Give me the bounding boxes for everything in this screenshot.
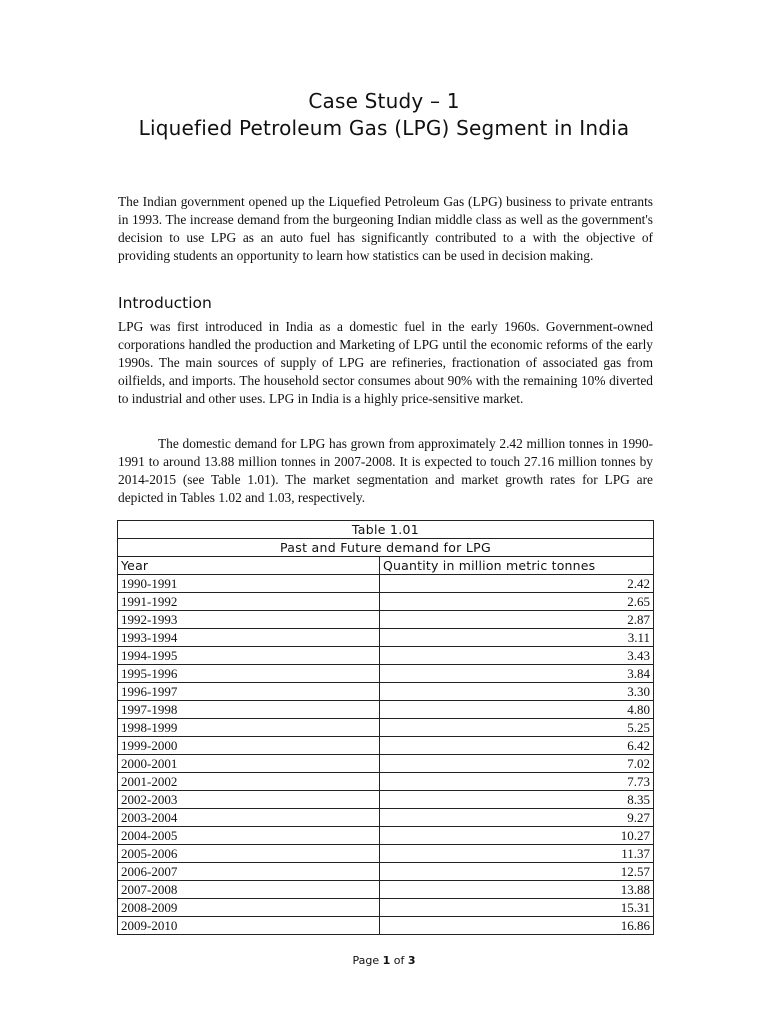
quantity-cell: 7.02 — [380, 755, 654, 773]
quantity-cell: 3.11 — [380, 629, 654, 647]
column-header-quantity: Quantity in million metric tonnes — [380, 557, 654, 575]
year-cell: 2006-2007 — [118, 863, 380, 881]
year-cell: 1994-1995 — [118, 647, 380, 665]
year-cell: 2007-2008 — [118, 881, 380, 899]
quantity-cell: 4.80 — [380, 701, 654, 719]
quantity-cell: 3.30 — [380, 683, 654, 701]
quantity-cell: 9.27 — [380, 809, 654, 827]
year-cell: 2004-2005 — [118, 827, 380, 845]
table-subtitle-row — [118, 539, 654, 557]
quantity-cell: 6.42 — [380, 737, 654, 755]
year-cell: 2009-2010 — [118, 917, 380, 935]
table-row — [118, 863, 654, 881]
year-cell: 1996-1997 — [118, 683, 380, 701]
table-row — [118, 809, 654, 827]
page-current: 1 — [382, 954, 391, 967]
document-title: Case Study – 1 — [308, 89, 460, 113]
column-header-year: Year — [118, 557, 380, 575]
table-row — [118, 737, 654, 755]
introduction-paragraph-2: The domestic demand for LPG has grown from approximately 2.42 million tonnes in 1990-1991 to around 13.88 million tonnes in 2007-2008. It is expected to touch 27.16 million tonnes by 2014-2015 (see Table 1.01). The market segmentation and market growth rates for LPG are depicted in Tables 1.02 and 1.03, respectively. — [118, 436, 653, 505]
quantity-cell: 3.84 — [380, 665, 654, 683]
quantity-cell: 5.25 — [380, 719, 654, 737]
table-header-row — [118, 557, 654, 575]
quantity-cell: 10.27 — [380, 827, 654, 845]
table-row — [118, 629, 654, 647]
quantity-cell: 13.88 — [380, 881, 654, 899]
table-row — [118, 773, 654, 791]
table-row — [118, 575, 654, 593]
page-label: Page — [352, 954, 380, 967]
quantity-cell: 16.86 — [380, 917, 654, 935]
table-row — [118, 719, 654, 737]
quantity-cell: 15.31 — [380, 899, 654, 917]
table-row — [118, 791, 654, 809]
year-cell: 1993-1994 — [118, 629, 380, 647]
introduction-paragraph-1: LPG was first introduced in India as a domestic fuel in the early 1960s. Government-owned corporations handled the production and Marketing of LPG until the economic reforms of the early 1990s. The main sources of supply of LPG are refineries, fractionation of associated gas from oilfields, and imports. The household sector consumes about 90% with the remaining 10% diverted to industrial and other uses. LPG in India is a highly price-sensitive market. — [118, 319, 653, 406]
quantity-cell: 7.73 — [380, 773, 654, 791]
year-cell: 1999-2000 — [118, 737, 380, 755]
quantity-cell: 3.43 — [380, 647, 654, 665]
page-of-label: of — [393, 954, 405, 967]
quantity-cell: 8.35 — [380, 791, 654, 809]
table-row — [118, 881, 654, 899]
quantity-cell: 2.42 — [380, 575, 654, 593]
document-subtitle: Liquefied Petroleum Gas (LPG) Segment in India — [138, 116, 630, 140]
table-row — [118, 899, 654, 917]
quantity-cell: 2.65 — [380, 593, 654, 611]
table-row — [118, 665, 654, 683]
year-cell: 2005-2006 — [118, 845, 380, 863]
year-cell: 1990-1991 — [118, 575, 380, 593]
quantity-cell: 12.57 — [380, 863, 654, 881]
table-caption-row — [118, 521, 654, 539]
table-row — [118, 845, 654, 863]
year-cell: 2002-2003 — [118, 791, 380, 809]
table-row — [118, 593, 654, 611]
table-caption: Table 1.01 — [118, 521, 654, 539]
year-cell: 1997-1998 — [118, 701, 380, 719]
intro-paragraph: The Indian government opened up the Liquefied Petroleum Gas (LPG) business to private entrants in 1993. The increase demand from the burgeoning Indian middle class as well as the government's decision to use LPG as an auto fuel has significantly contributed to a with the objective of providing students an opportunity to learn how statistics can be used in decision making. — [118, 194, 653, 263]
table-row — [118, 701, 654, 719]
table-row — [118, 755, 654, 773]
table-subtitle: Past and Future demand for LPG — [118, 539, 654, 557]
year-cell: 1991-1992 — [118, 593, 380, 611]
quantity-cell: 2.87 — [380, 611, 654, 629]
quantity-cell: 11.37 — [380, 845, 654, 863]
year-cell: 1992-1993 — [118, 611, 380, 629]
table-body — [118, 575, 654, 935]
table-row — [118, 611, 654, 629]
table-row — [118, 647, 654, 665]
table-row — [118, 917, 654, 935]
table-row — [118, 683, 654, 701]
year-cell: 1998-1999 — [118, 719, 380, 737]
demand-table — [117, 520, 654, 935]
year-cell: 2000-2001 — [118, 755, 380, 773]
page-total: 3 — [407, 954, 416, 967]
table-row — [118, 827, 654, 845]
page-footer — [0, 954, 768, 967]
year-cell: 2001-2002 — [118, 773, 380, 791]
section-heading-introduction: Introduction — [118, 294, 212, 312]
year-cell: 2003-2004 — [118, 809, 380, 827]
year-cell: 2008-2009 — [118, 899, 380, 917]
year-cell: 1995-1996 — [118, 665, 380, 683]
